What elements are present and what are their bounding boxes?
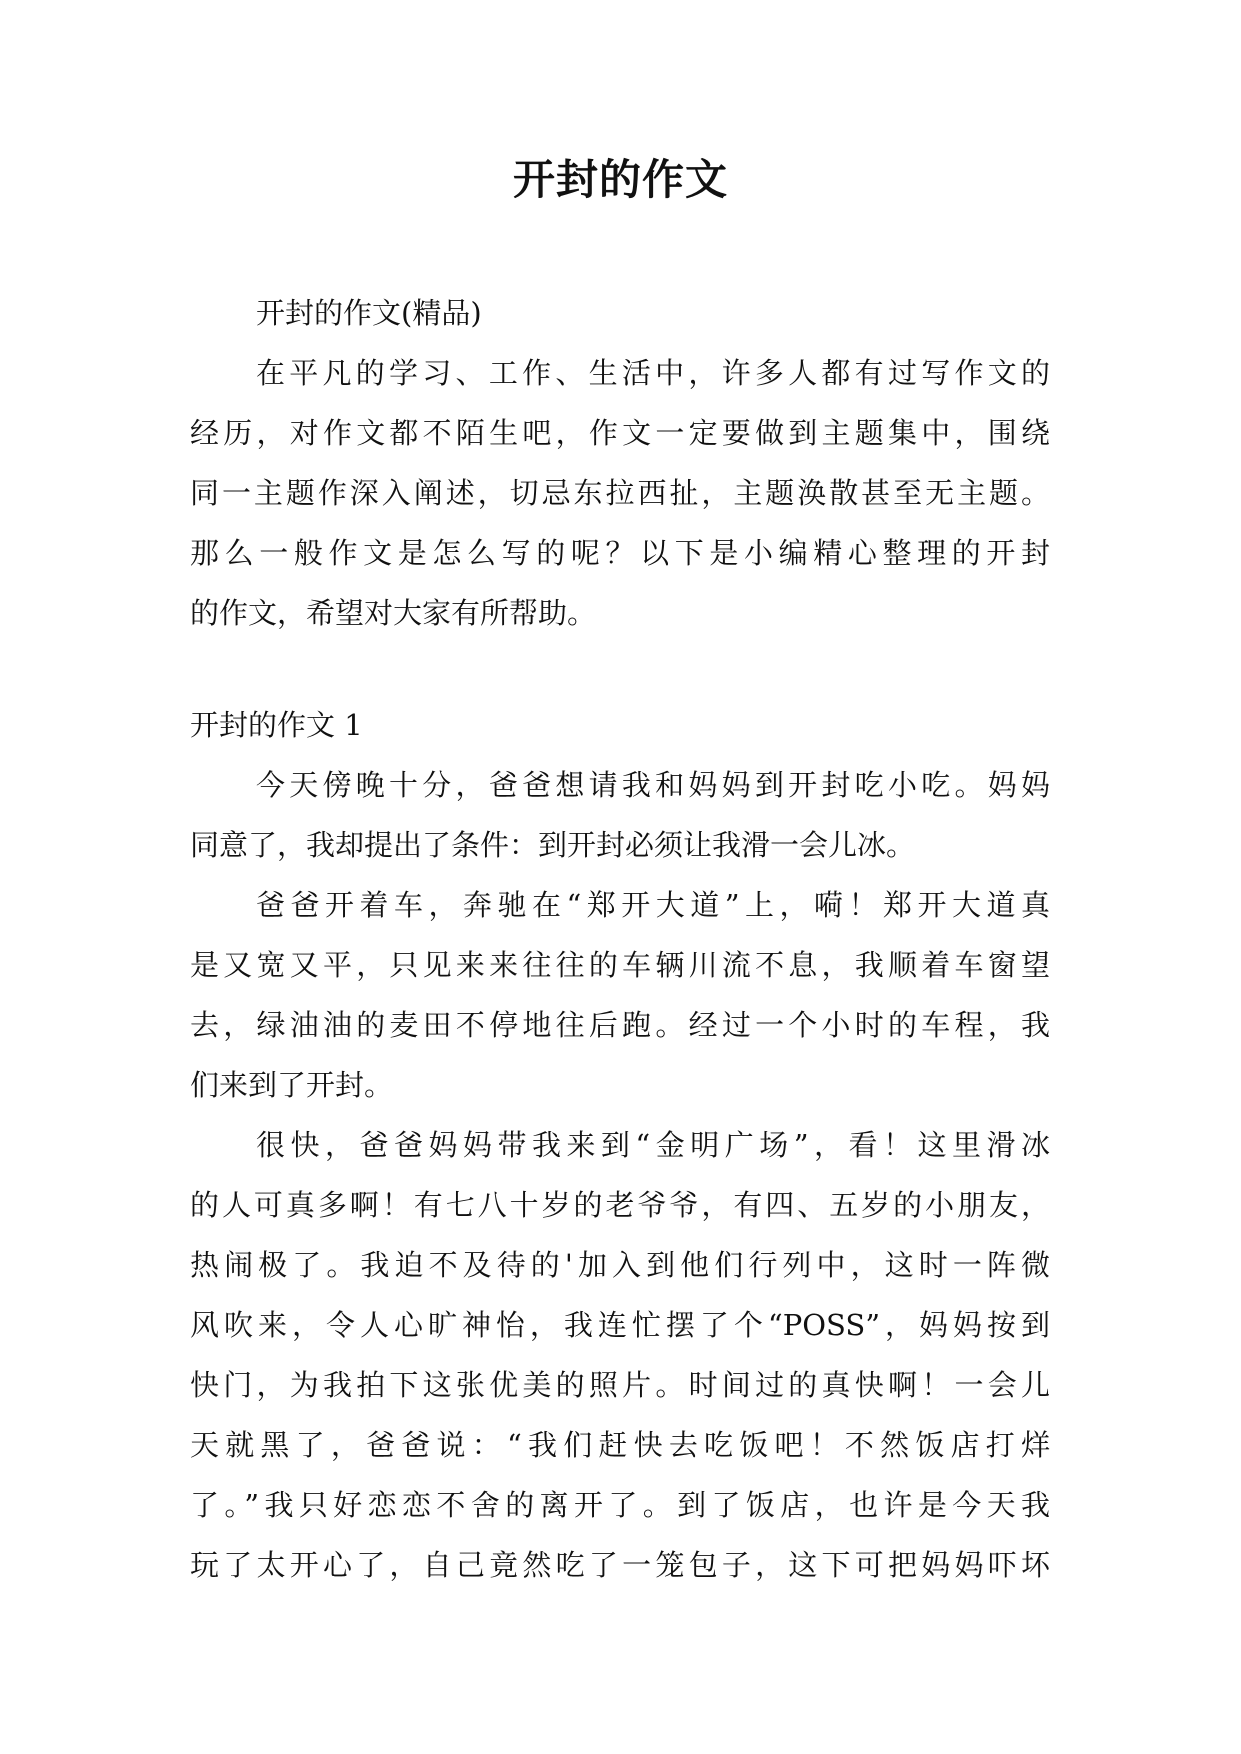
section-line: 的人可真多啊！有七八十岁的老爷爷，有四、五岁的小朋友， bbox=[190, 1188, 1050, 1222]
intro-line: 的作文，希望对大家有所帮助。 bbox=[190, 596, 597, 630]
section-line: 快门，为我拍下这张优美的照片。时间过的真快啊！一会儿 bbox=[190, 1368, 1050, 1402]
intro-line: 那么一般作文是怎么写的呢？以下是小编精心整理的开封 bbox=[190, 536, 1050, 570]
document-subtitle: 开封的作文(精品) bbox=[256, 296, 482, 330]
section-line: 去，绿油油的麦田不停地往后跑。经过一个小时的车程，我 bbox=[190, 1008, 1050, 1042]
section-line: 热闹极了。我迫不及待的'加入到他们行列中，这时一阵微 bbox=[190, 1248, 1050, 1282]
section-line: 了。”我只好恋恋不舍的离开了。到了饭店，也许是今天我 bbox=[190, 1488, 1050, 1522]
intro-line: 同一主题作深入阐述，切忌东拉西扯，主题涣散甚至无主题。 bbox=[190, 476, 1050, 510]
section-line: 玩了太开心了，自己竟然吃了一笼包子，这下可把妈妈吓坏 bbox=[190, 1548, 1050, 1582]
section-line: 今天傍晚十分，爸爸想请我和妈妈到开封吃小吃。妈妈 bbox=[256, 768, 1050, 802]
section-line: 是又宽又平，只见来来往往的车辆川流不息，我顺着车窗望 bbox=[190, 948, 1050, 982]
intro-line: 经历，对作文都不陌生吧，作文一定要做到主题集中，围绕 bbox=[190, 416, 1050, 450]
document-body bbox=[190, 283, 1050, 1595]
section-line: 们来到了开封。 bbox=[190, 1068, 394, 1102]
section-line: 爸爸开着车，奔驰在“郑开大道”上，嗬！郑开大道真 bbox=[256, 888, 1050, 922]
section-line: 风吹来，令人心旷神怡，我连忙摆了个“POSS”，妈妈按到 bbox=[190, 1308, 1050, 1342]
document-title: 开封的作文 bbox=[512, 155, 728, 204]
section-heading: 开封的作文 1 bbox=[190, 708, 363, 742]
paragraph-gap bbox=[190, 643, 1050, 695]
section-line: 很快，爸爸妈妈带我来到“金明广场”，看！这里滑冰 bbox=[256, 1128, 1050, 1162]
section-line: 天就黑了，爸爸说：“我们赶快去吃饭吧！不然饭店打烊 bbox=[190, 1428, 1050, 1462]
intro-line: 在平凡的学习、工作、生活中，许多人都有过写作文的 bbox=[256, 356, 1050, 390]
section-line: 同意了，我却提出了条件：到开封必须让我滑一会儿冰。 bbox=[190, 828, 916, 862]
